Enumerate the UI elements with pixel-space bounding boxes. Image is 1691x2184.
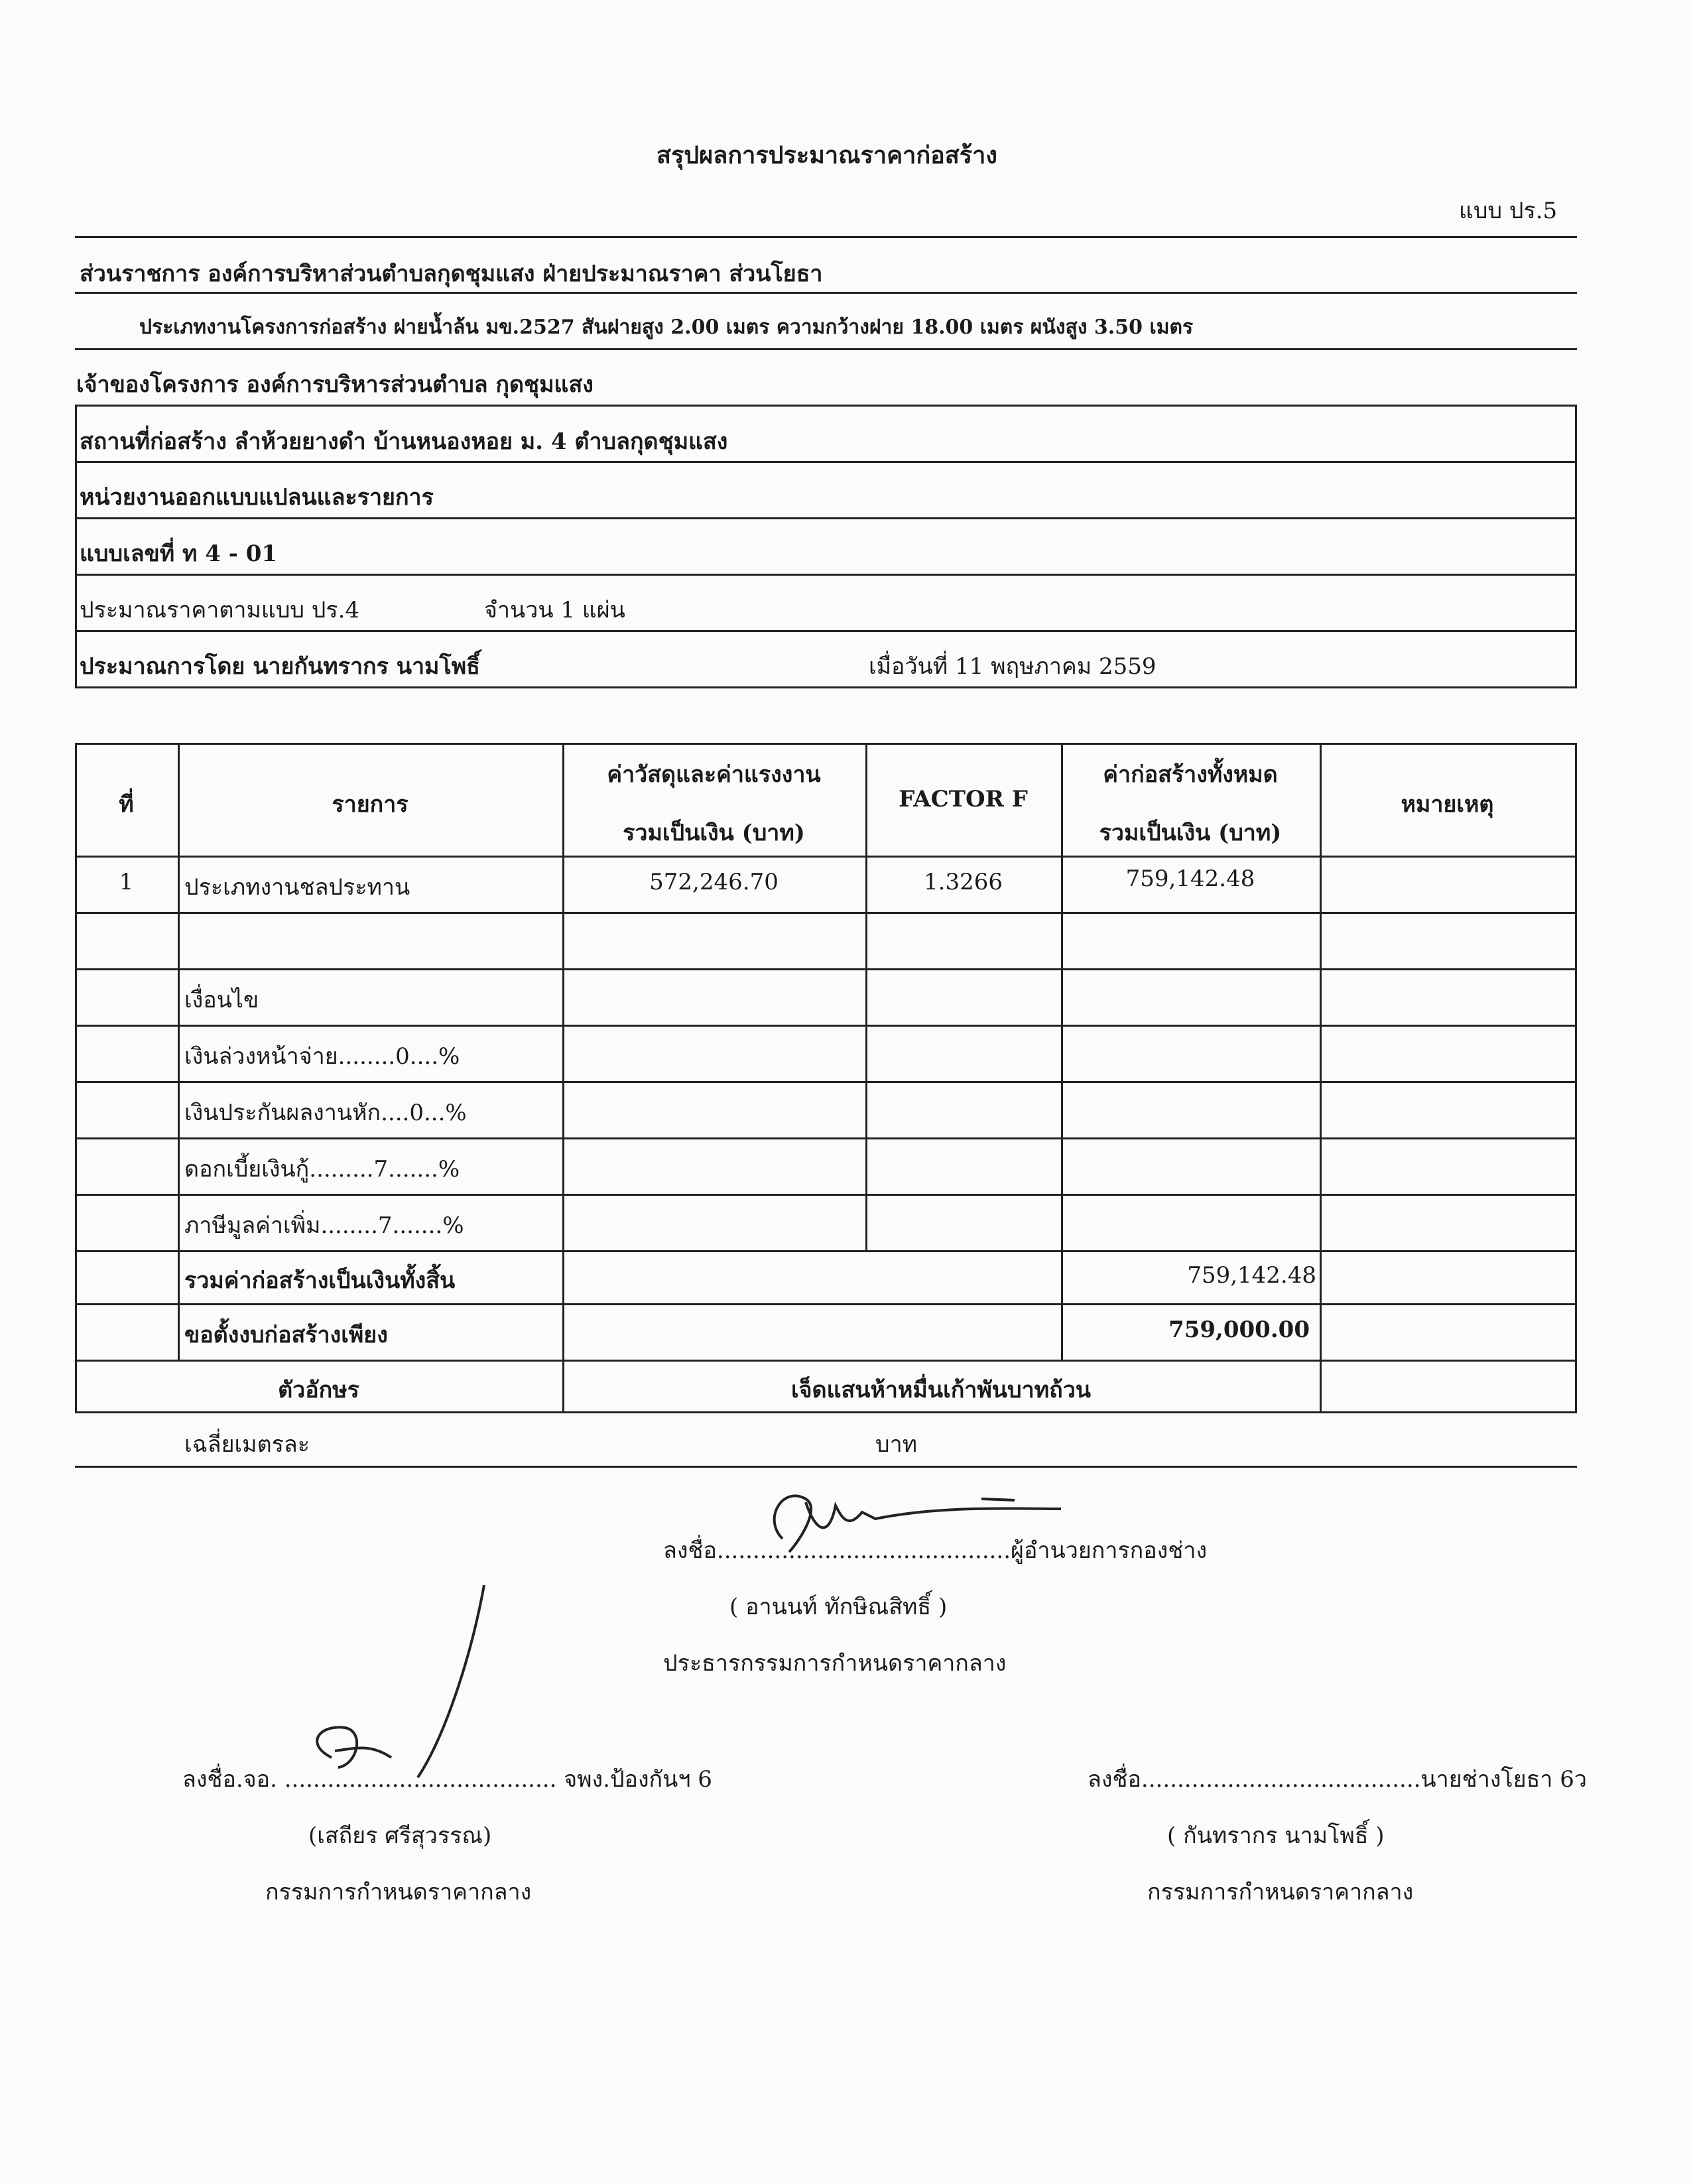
guarantee-condition: เงินประกันผลงานหัก....0...% — [184, 1100, 467, 1126]
header-material-labor-2: รวมเป็นเงิน (บาท) — [623, 820, 805, 846]
header-total-2: รวมเป็นเงิน (บาท) — [1099, 820, 1282, 846]
words-label: ตัวอักษร — [278, 1377, 359, 1403]
grand-total-value: 759,142.48 — [1187, 1262, 1316, 1289]
divider — [75, 292, 1577, 294]
table-border — [1575, 743, 1577, 1413]
amount-in-words: เจ็ดแสนห้าหมื่นเก้าพันบาทถ้วน — [790, 1377, 1092, 1403]
director-name: ( อานนท์ ทักษิณสิทธิ์ ) — [729, 1594, 948, 1620]
divider — [75, 236, 1577, 238]
left-role: กรรมการกำหนดราคากลาง — [265, 1879, 532, 1905]
conditions-label: เงื่อนไข — [184, 987, 259, 1013]
left-sign-line: ลงชื่อ.จอ. ...................................... จพง.ป้องกันฯ 6 — [182, 1766, 712, 1793]
divider — [75, 574, 1577, 576]
grand-total-label: รวมค่าก่อสร้างเป็นเงินทั้งสิ้น — [184, 1267, 456, 1294]
estimate-form: ประมาณราคาตามแบบ ปร.4 — [80, 597, 360, 623]
row-divider — [75, 856, 1577, 858]
row1-item: ประเภทงานชลประทาน — [184, 874, 410, 901]
director-role: ประธารกรรมการกำหนดราคากลาง — [663, 1650, 1007, 1677]
avg-unit: บาท — [875, 1431, 918, 1458]
row1-total: 759,142.48 — [1125, 866, 1255, 892]
column-divider — [865, 743, 867, 1250]
row-divider — [75, 1303, 1577, 1305]
agency-line: ส่วนราชการ องค์การบริหาส่วนตำบลกุดชุมแสง ฝ่ายประมาณราคา ส่วนโยธา — [80, 261, 823, 287]
row-divider — [75, 1194, 1577, 1196]
divider — [75, 630, 1577, 632]
header-remark: หมายเหตุ — [1401, 791, 1494, 818]
design-unit-line: หน่วยงานออกแบบแปลนและรายการ — [80, 484, 434, 511]
row-divider — [75, 912, 1577, 914]
right-sign-line: ลงชื่อ.......................................นายช่างโยธา 6ว — [1088, 1766, 1588, 1793]
divider — [75, 1466, 1577, 1468]
row1-material-labor: 572,246.70 — [649, 869, 779, 895]
header-material-labor-1: ค่าวัสดุและค่าแรงงาน — [607, 761, 821, 788]
row-divider — [75, 1250, 1577, 1252]
row-divider — [75, 1360, 1577, 1362]
right-name: ( กันทรากร นามโพธิ์ ) — [1167, 1823, 1385, 1849]
row-divider — [75, 1137, 1577, 1139]
divider — [75, 461, 1577, 463]
form-code: แบบ ปร.5 — [1459, 198, 1558, 224]
row-divider — [75, 743, 1577, 745]
row1-no: 1 — [119, 869, 134, 895]
divider — [75, 517, 1577, 519]
estimate-date: เมื่อวันที่ 11 พฤษภาคม 2559 — [869, 653, 1157, 680]
plan-no-line: แบบเลขที่ ท 4 - 01 — [80, 541, 278, 567]
budget-value: 759,000.00 — [1168, 1317, 1310, 1343]
left-name: (เสถียร ศรีสุวรรณ) — [308, 1823, 492, 1849]
table-border — [75, 743, 77, 1413]
right-role: กรรมการกำหนดราคากลาง — [1147, 1879, 1414, 1905]
page-title: สรุปผลการประมาณราคาก่อสร้าง — [657, 141, 997, 169]
box-border — [75, 405, 77, 688]
avg-per-meter-label: เฉลี่ยเมตรละ — [184, 1431, 310, 1458]
row-divider — [75, 1081, 1577, 1083]
estimator: ประมาณการโดย นายกันทรากร นามโพธิ์ — [80, 653, 480, 680]
box-border — [75, 405, 1577, 407]
owner-line: เจ้าของโครงการ องค์การบริหารส่วนตำบล กุดชุมแสง — [76, 371, 594, 398]
header-item: รายการ — [332, 791, 408, 818]
row-divider — [75, 1025, 1577, 1027]
budget-label: ขอตั้งงบก่อสร้างเพียง — [184, 1322, 388, 1348]
project-type-line: ประเภทงานโครงการก่อสร้าง ฝายน้ำล้น มข.2527 สันฝายสูง 2.00 เมตร ความกว้างฝาย 18.00 เมตร ผนังสูง 3.50 เมตร — [139, 316, 1194, 339]
header-factor: FACTOR F — [899, 786, 1028, 812]
advance-condition: เงินล่วงหน้าจ่าย........0....% — [184, 1043, 460, 1070]
vat-condition: ภาษีมูลค่าเพิ่ม........7.......% — [184, 1212, 464, 1239]
interest-condition: ดอกเบี้ยเงินกู้.........7.......% — [184, 1156, 460, 1183]
row-divider — [75, 968, 1577, 970]
column-divider — [1320, 743, 1322, 1413]
divider — [75, 348, 1577, 350]
header-total-1: ค่าก่อสร้างทั้งหมด — [1103, 761, 1278, 788]
row-divider — [75, 1411, 1577, 1413]
sheet-count: จำนวน 1 แผ่น — [484, 597, 625, 623]
header-no: ที่ — [119, 791, 134, 818]
location-line: สถานที่ก่อสร้าง ลำห้วยยางดำ บ้านหนองหอย ม. 4 ตำบลกุดชุมแสง — [80, 428, 728, 455]
column-divider — [178, 743, 180, 1360]
box-border — [75, 686, 1577, 688]
row1-factor: 1.3266 — [924, 869, 1003, 895]
director-sign-line: ลงชื่อ.........................................ผู้อำนวยการกองช่าง — [663, 1537, 1208, 1564]
box-border — [1575, 405, 1577, 688]
